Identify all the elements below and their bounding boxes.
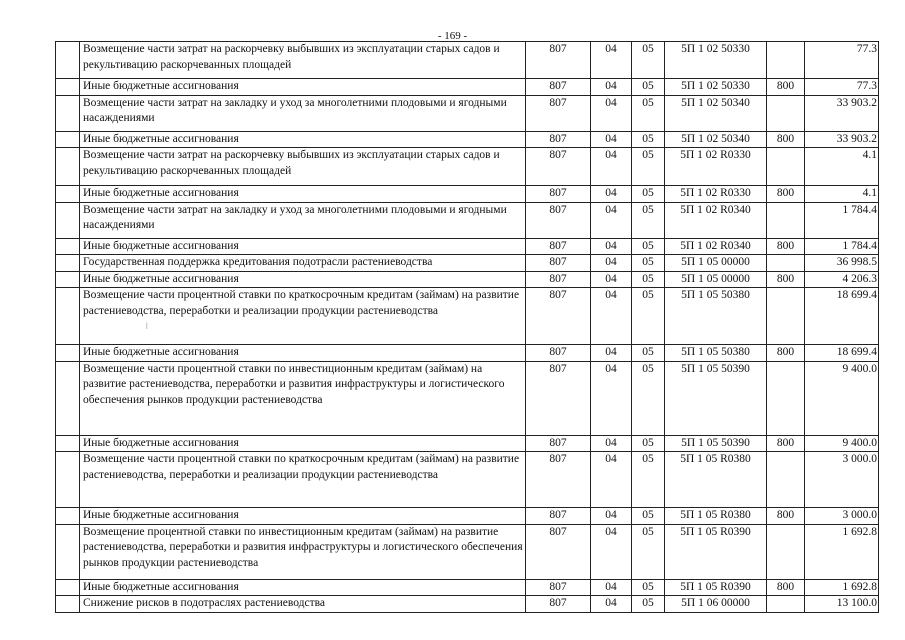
row-admin-code: 807 [526,524,591,579]
row-admin-code: 807 [526,452,591,508]
table-row [56,255,879,272]
row-target-article: 5П 1 02 50340 [665,131,767,148]
row-section-code: 04 [591,508,632,525]
row-blank-cell [56,361,80,435]
row-target-article: 5П 1 05 00000 [665,271,767,288]
row-name: Государственная поддержка кредитования подотрасли растениеводства [80,255,526,272]
row-subsection-code: 05 [632,361,665,435]
row-name: Возмещение процентной ставки по инвестиционным кредитам (займам) на развитие растениеводства, переработки и развития инфраструктуры и логистического обеспечения рынков продукции растениеводства [80,524,526,579]
row-blank-cell [56,42,80,79]
table-row [56,238,879,255]
row-blank-cell [56,186,80,203]
row-admin-code: 807 [526,79,591,96]
row-name: Возмещение части процентной ставки по краткосрочным кредитам (займам) на развитие растениеводства, переработки и реализации продукции растениеводства [80,452,526,508]
row-amount: 1 692.8 [805,579,879,596]
row-expense-type: 800 [767,79,805,96]
row-name: Снижение рисков в подотраслях растениеводства [80,596,526,613]
row-admin-code: 807 [526,202,591,238]
row-name: Иные бюджетные ассигнования [80,238,526,255]
row-blank-cell [56,288,80,345]
row-target-article: 5П 1 02 50330 [665,42,767,79]
row-expense-type [767,452,805,508]
row-blank-cell [56,202,80,238]
table-row [56,524,879,579]
row-expense-type: 800 [767,131,805,148]
row-admin-code: 807 [526,148,591,186]
row-subsection-code: 05 [632,452,665,508]
row-section-code: 04 [591,452,632,508]
row-section-code: 04 [591,435,632,452]
row-blank-cell [56,596,80,613]
table-row [56,345,879,362]
row-subsection-code: 05 [632,255,665,272]
row-amount: 77.3 [805,79,879,96]
row-amount: 3 000.0 [805,508,879,525]
row-expense-type: 800 [767,579,805,596]
row-section-code: 04 [591,95,632,131]
table-row [56,508,879,525]
row-section-code: 04 [591,596,632,613]
row-target-article: 5П 1 05 R0380 [665,508,767,525]
row-amount: 1 784.4 [805,238,879,255]
row-admin-code: 807 [526,95,591,131]
row-admin-code: 807 [526,271,591,288]
row-amount: 33 903.2 [805,131,879,148]
row-subsection-code: 05 [632,508,665,525]
row-subsection-code: 05 [632,238,665,255]
row-blank-cell [56,508,80,525]
row-target-article: 5П 1 02 R0340 [665,238,767,255]
row-section-code: 04 [591,238,632,255]
row-target-article: 5П 1 05 R0390 [665,579,767,596]
row-amount: 33 903.2 [805,95,879,131]
row-expense-type: 800 [767,508,805,525]
row-blank-cell [56,345,80,362]
row-amount: 18 699.4 [805,288,879,345]
row-target-article: 5П 1 02 R0330 [665,186,767,203]
row-section-code: 04 [591,148,632,186]
row-expense-type [767,524,805,579]
row-target-article: 5П 1 05 50380 [665,288,767,345]
row-amount: 3 000.0 [805,452,879,508]
row-expense-type [767,596,805,613]
table-row [56,361,879,435]
row-section-code: 04 [591,79,632,96]
row-subsection-code: 05 [632,79,665,96]
page-number: - 169 - [437,30,468,42]
row-subsection-code: 05 [632,435,665,452]
row-blank-cell [56,95,80,131]
table-row [56,271,879,288]
row-subsection-code: 05 [632,596,665,613]
row-section-code: 04 [591,345,632,362]
row-name: Иные бюджетные ассигнования [80,131,526,148]
row-admin-code: 807 [526,186,591,203]
row-subsection-code: 05 [632,524,665,579]
row-blank-cell [56,524,80,579]
table-row [56,95,879,131]
row-expense-type: 800 [767,271,805,288]
row-subsection-code: 05 [632,271,665,288]
row-admin-code: 807 [526,435,591,452]
table-row [56,202,879,238]
table-row [56,596,879,613]
row-amount: 4.1 [805,148,879,186]
budget-table [55,41,879,613]
table-row [56,186,879,203]
table-row [56,148,879,186]
row-blank-cell [56,452,80,508]
budget-table-body [56,42,879,613]
table-row [56,452,879,508]
row-blank-cell [56,579,80,596]
row-subsection-code: 05 [632,345,665,362]
row-admin-code: 807 [526,42,591,79]
row-expense-type [767,148,805,186]
row-amount: 18 699.4 [805,345,879,362]
row-name: Иные бюджетные ассигнования [80,186,526,203]
scan-mark: ǀ [146,321,148,331]
table-row [56,79,879,96]
row-admin-code: 807 [526,508,591,525]
row-target-article: 5П 1 02 50340 [665,95,767,131]
row-amount: 4.1 [805,186,879,203]
row-expense-type [767,288,805,345]
row-amount: 13 100.0 [805,596,879,613]
row-section-code: 04 [591,131,632,148]
row-subsection-code: 05 [632,42,665,79]
row-target-article: 5П 1 05 50390 [665,435,767,452]
row-amount: 4 206.3 [805,271,879,288]
table-row [56,288,879,345]
row-expense-type: 800 [767,345,805,362]
row-blank-cell [56,238,80,255]
row-target-article: 5П 1 06 00000 [665,596,767,613]
row-amount: 9 400.0 [805,435,879,452]
row-target-article: 5П 1 02 R0330 [665,148,767,186]
row-target-article: 5П 1 05 R0380 [665,452,767,508]
row-blank-cell [56,271,80,288]
row-subsection-code: 05 [632,186,665,203]
row-name: Возмещение части процентной ставки по инвестиционным кредитам (займам) на развитие растениеводства, переработки и развития инфраструктуры и логистического обеспечения рынков продукции растениеводства [80,361,526,435]
row-expense-type [767,202,805,238]
row-blank-cell [56,435,80,452]
row-expense-type [767,95,805,131]
row-amount: 36 998.5 [805,255,879,272]
row-admin-code: 807 [526,361,591,435]
row-name: Иные бюджетные ассигнования [80,579,526,596]
table-row [56,435,879,452]
row-amount: 1 784.4 [805,202,879,238]
row-amount: 77.3 [805,42,879,79]
row-target-article: 5П 1 05 R0390 [665,524,767,579]
row-name: Возмещение части затрат на раскорчевку выбывших из эксплуатации старых садов и рекультивацию раскорчеванных площадей [80,42,526,79]
row-target-article: 5П 1 05 00000 [665,255,767,272]
table-row [56,42,879,79]
row-name: Иные бюджетные ассигнования [80,79,526,96]
row-subsection-code: 05 [632,95,665,131]
row-admin-code: 807 [526,596,591,613]
table-row [56,579,879,596]
table-row [56,131,879,148]
row-expense-type: 800 [767,435,805,452]
row-blank-cell [56,79,80,96]
row-section-code: 04 [591,288,632,345]
row-expense-type: 800 [767,186,805,203]
row-admin-code: 807 [526,345,591,362]
row-name: Возмещение части процентной ставки по краткосрочным кредитам (займам) на развитие растениеводства, переработки и реализации продукции растениеводства [80,288,526,345]
row-name: Иные бюджетные ассигнования [80,508,526,525]
row-blank-cell [56,255,80,272]
row-subsection-code: 05 [632,288,665,345]
row-expense-type: 800 [767,238,805,255]
row-admin-code: 807 [526,131,591,148]
row-section-code: 04 [591,524,632,579]
row-subsection-code: 05 [632,131,665,148]
row-amount: 1 692.8 [805,524,879,579]
row-blank-cell [56,131,80,148]
row-target-article: 5П 1 02 50330 [665,79,767,96]
row-expense-type [767,361,805,435]
row-section-code: 04 [591,579,632,596]
row-name: Возмещение части затрат на закладку и уход за многолетними плодовыми и ягодными насаждениями [80,95,526,131]
row-target-article: 5П 1 05 50380 [665,345,767,362]
row-section-code: 04 [591,42,632,79]
row-name: Иные бюджетные ассигнования [80,271,526,288]
row-name: Иные бюджетные ассигнования [80,345,526,362]
row-section-code: 04 [591,361,632,435]
row-section-code: 04 [591,202,632,238]
row-target-article: 5П 1 05 50390 [665,361,767,435]
row-admin-code: 807 [526,288,591,345]
row-name: Иные бюджетные ассигнования [80,435,526,452]
row-name: Возмещение части затрат на закладку и уход за многолетними плодовыми и ягодными насаждениями [80,202,526,238]
row-admin-code: 807 [526,238,591,255]
row-admin-code: 807 [526,255,591,272]
row-section-code: 04 [591,255,632,272]
row-subsection-code: 05 [632,148,665,186]
row-expense-type [767,255,805,272]
row-admin-code: 807 [526,579,591,596]
row-target-article: 5П 1 02 R0340 [665,202,767,238]
row-name: Возмещение части затрат на раскорчевку выбывших из эксплуатации старых садов и рекультивацию раскорчеванных площадей [80,148,526,186]
row-subsection-code: 05 [632,579,665,596]
row-section-code: 04 [591,186,632,203]
row-expense-type [767,42,805,79]
row-subsection-code: 05 [632,202,665,238]
row-blank-cell [56,148,80,186]
row-amount: 9 400.0 [805,361,879,435]
row-section-code: 04 [591,271,632,288]
